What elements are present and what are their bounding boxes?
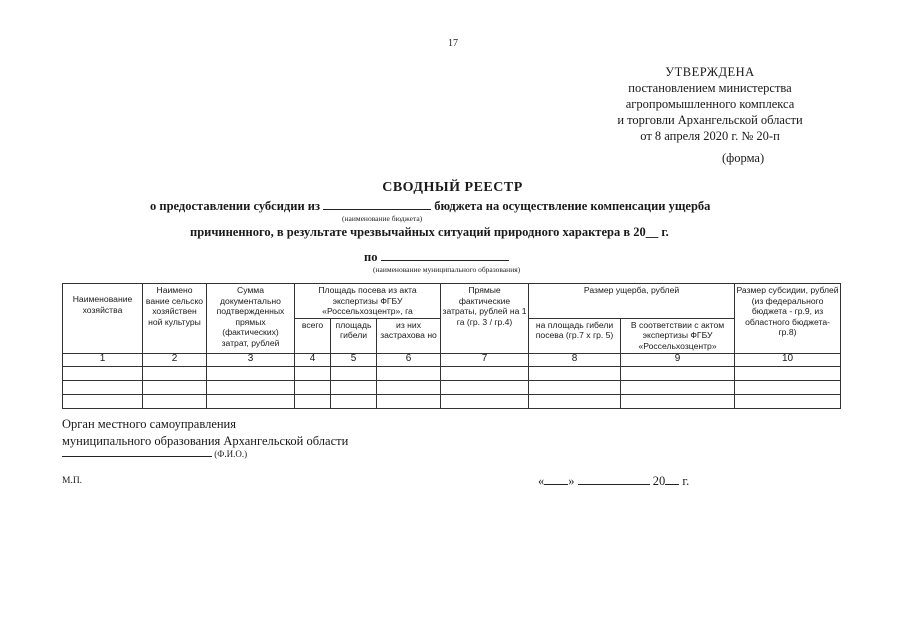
subtitle-line-1 bbox=[150, 198, 710, 214]
table-cell[interactable] bbox=[441, 394, 529, 408]
header-crop-name: Наимено вание сельско хозяйствен ной культуры bbox=[143, 284, 207, 354]
date-suffix: г. bbox=[682, 474, 690, 488]
header-row bbox=[63, 284, 841, 319]
table-cell[interactable] bbox=[441, 380, 529, 394]
table-row bbox=[63, 394, 841, 408]
table-cell[interactable] bbox=[207, 366, 295, 380]
header-area-total: всего bbox=[295, 318, 331, 353]
authority-block bbox=[62, 416, 348, 450]
column-number: 3 bbox=[207, 353, 295, 366]
column-number: 7 bbox=[441, 353, 529, 366]
header-area-insured: из них застрахова но bbox=[377, 318, 441, 353]
table-cell[interactable] bbox=[621, 394, 735, 408]
signature-blank[interactable] bbox=[62, 448, 212, 457]
table-cell[interactable] bbox=[143, 366, 207, 380]
header-damage-by-area: на площадь гибели посева (гр.7 х гр. 5) bbox=[529, 318, 621, 353]
approval-stamp bbox=[600, 64, 820, 144]
header-cost-per-ha: Прямые фактические затраты, рублей на 1 га (гр. 3 / гр.4) bbox=[441, 284, 529, 354]
table-row bbox=[63, 380, 841, 394]
budget-name-blank[interactable] bbox=[323, 198, 431, 210]
approval-line: от 8 апреля 2020 г. № 20-п bbox=[640, 129, 780, 143]
municipality-caption: (наименование муниципального образования) bbox=[373, 265, 521, 274]
table-cell[interactable] bbox=[621, 380, 735, 394]
table-cell[interactable] bbox=[295, 366, 331, 380]
table-cell[interactable] bbox=[529, 380, 621, 394]
table-cell[interactable] bbox=[63, 366, 143, 380]
table-row bbox=[63, 366, 841, 380]
subtitle-line-2: причиненного, в результате чрезвычайных ситуаций природного характера в 20__ г. bbox=[190, 225, 669, 239]
table-cell[interactable] bbox=[377, 366, 441, 380]
fio-caption: (Ф.И.О.) bbox=[214, 449, 248, 459]
table-cell[interactable] bbox=[377, 380, 441, 394]
budget-caption: (наименование бюджета) bbox=[342, 214, 423, 223]
table-cell[interactable] bbox=[529, 366, 621, 380]
table-cell[interactable] bbox=[63, 380, 143, 394]
column-number: 2 bbox=[143, 353, 207, 366]
day-blank[interactable] bbox=[544, 474, 568, 485]
column-number: 4 bbox=[295, 353, 331, 366]
date-quote-open: « bbox=[538, 474, 545, 488]
approval-line: и торговли Архангельской области bbox=[617, 113, 803, 127]
header-damage-group: Размер ущерба, рублей bbox=[529, 284, 735, 319]
table-cell[interactable] bbox=[207, 394, 295, 408]
column-number-row bbox=[63, 353, 841, 366]
column-number: 9 bbox=[621, 353, 735, 366]
column-number: 8 bbox=[529, 353, 621, 366]
header-damage-by-act: В соответствии с актом экспертизы ФГБУ «Россельхозцентр» bbox=[621, 318, 735, 353]
subtitle-prefix: о предоставлении субсидии из bbox=[150, 199, 321, 213]
page-number: 17 bbox=[448, 38, 458, 49]
approval-title: УТВЕРЖДЕНА bbox=[665, 65, 755, 79]
approval-line: постановлением министерства bbox=[628, 81, 792, 95]
approval-line: агропромышленного комплекса bbox=[625, 97, 795, 111]
subtitle-suffix: бюджета на осуществление компенсации ущерба bbox=[434, 199, 711, 213]
month-blank[interactable] bbox=[578, 474, 650, 485]
column-number: 10 bbox=[735, 353, 841, 366]
table-cell[interactable] bbox=[331, 380, 377, 394]
seal-place-label: М.П. bbox=[62, 476, 83, 486]
header-farm-name: Наименование хозяйства bbox=[63, 284, 143, 354]
table-cell[interactable] bbox=[63, 394, 143, 408]
table-cell[interactable] bbox=[735, 380, 841, 394]
table-cell[interactable] bbox=[143, 380, 207, 394]
header-subsidy-amount: Размер субсидии, рублей (из федерального бюджета - гр.9, из областного бюджета- гр.8) bbox=[735, 284, 841, 354]
year-blank[interactable] bbox=[665, 474, 679, 485]
authority-line-1: Орган местного самоуправления bbox=[62, 417, 236, 431]
authority-line-2: муниципального образования Архангельской области bbox=[62, 434, 349, 448]
form-note: (форма) bbox=[722, 151, 765, 165]
table-cell[interactable] bbox=[295, 380, 331, 394]
table-cell[interactable] bbox=[331, 394, 377, 408]
table-cell[interactable] bbox=[735, 366, 841, 380]
document-title: СВОДНЫЙ РЕЕСТР bbox=[382, 180, 523, 195]
table-cell[interactable] bbox=[207, 380, 295, 394]
header-sown-area-group: Площадь посева из акта экспертизы ФГБУ «Россельхозцентр», га bbox=[295, 284, 441, 319]
registry-table bbox=[62, 283, 841, 409]
header-area-lost: площадь гибели bbox=[331, 318, 377, 353]
table-cell[interactable] bbox=[735, 394, 841, 408]
column-number: 6 bbox=[377, 353, 441, 366]
signature-line bbox=[62, 448, 247, 459]
date-quote-close: » bbox=[568, 474, 575, 488]
table-cell[interactable] bbox=[295, 394, 331, 408]
column-number: 5 bbox=[331, 353, 377, 366]
date-line bbox=[538, 474, 689, 489]
table-cell[interactable] bbox=[143, 394, 207, 408]
header-documented-costs: Сумма документально подтвержденных прямых (фактических) затрат, рублей bbox=[207, 284, 295, 354]
table-cell[interactable] bbox=[529, 394, 621, 408]
table-cell[interactable] bbox=[377, 394, 441, 408]
table-cell[interactable] bbox=[441, 366, 529, 380]
municipality-blank[interactable] bbox=[381, 249, 509, 261]
table-cell[interactable] bbox=[331, 366, 377, 380]
table-cell[interactable] bbox=[621, 366, 735, 380]
municipality-line bbox=[364, 249, 509, 265]
column-number: 1 bbox=[63, 353, 143, 366]
date-year: 20 bbox=[652, 474, 666, 488]
po-label: по bbox=[364, 250, 378, 264]
